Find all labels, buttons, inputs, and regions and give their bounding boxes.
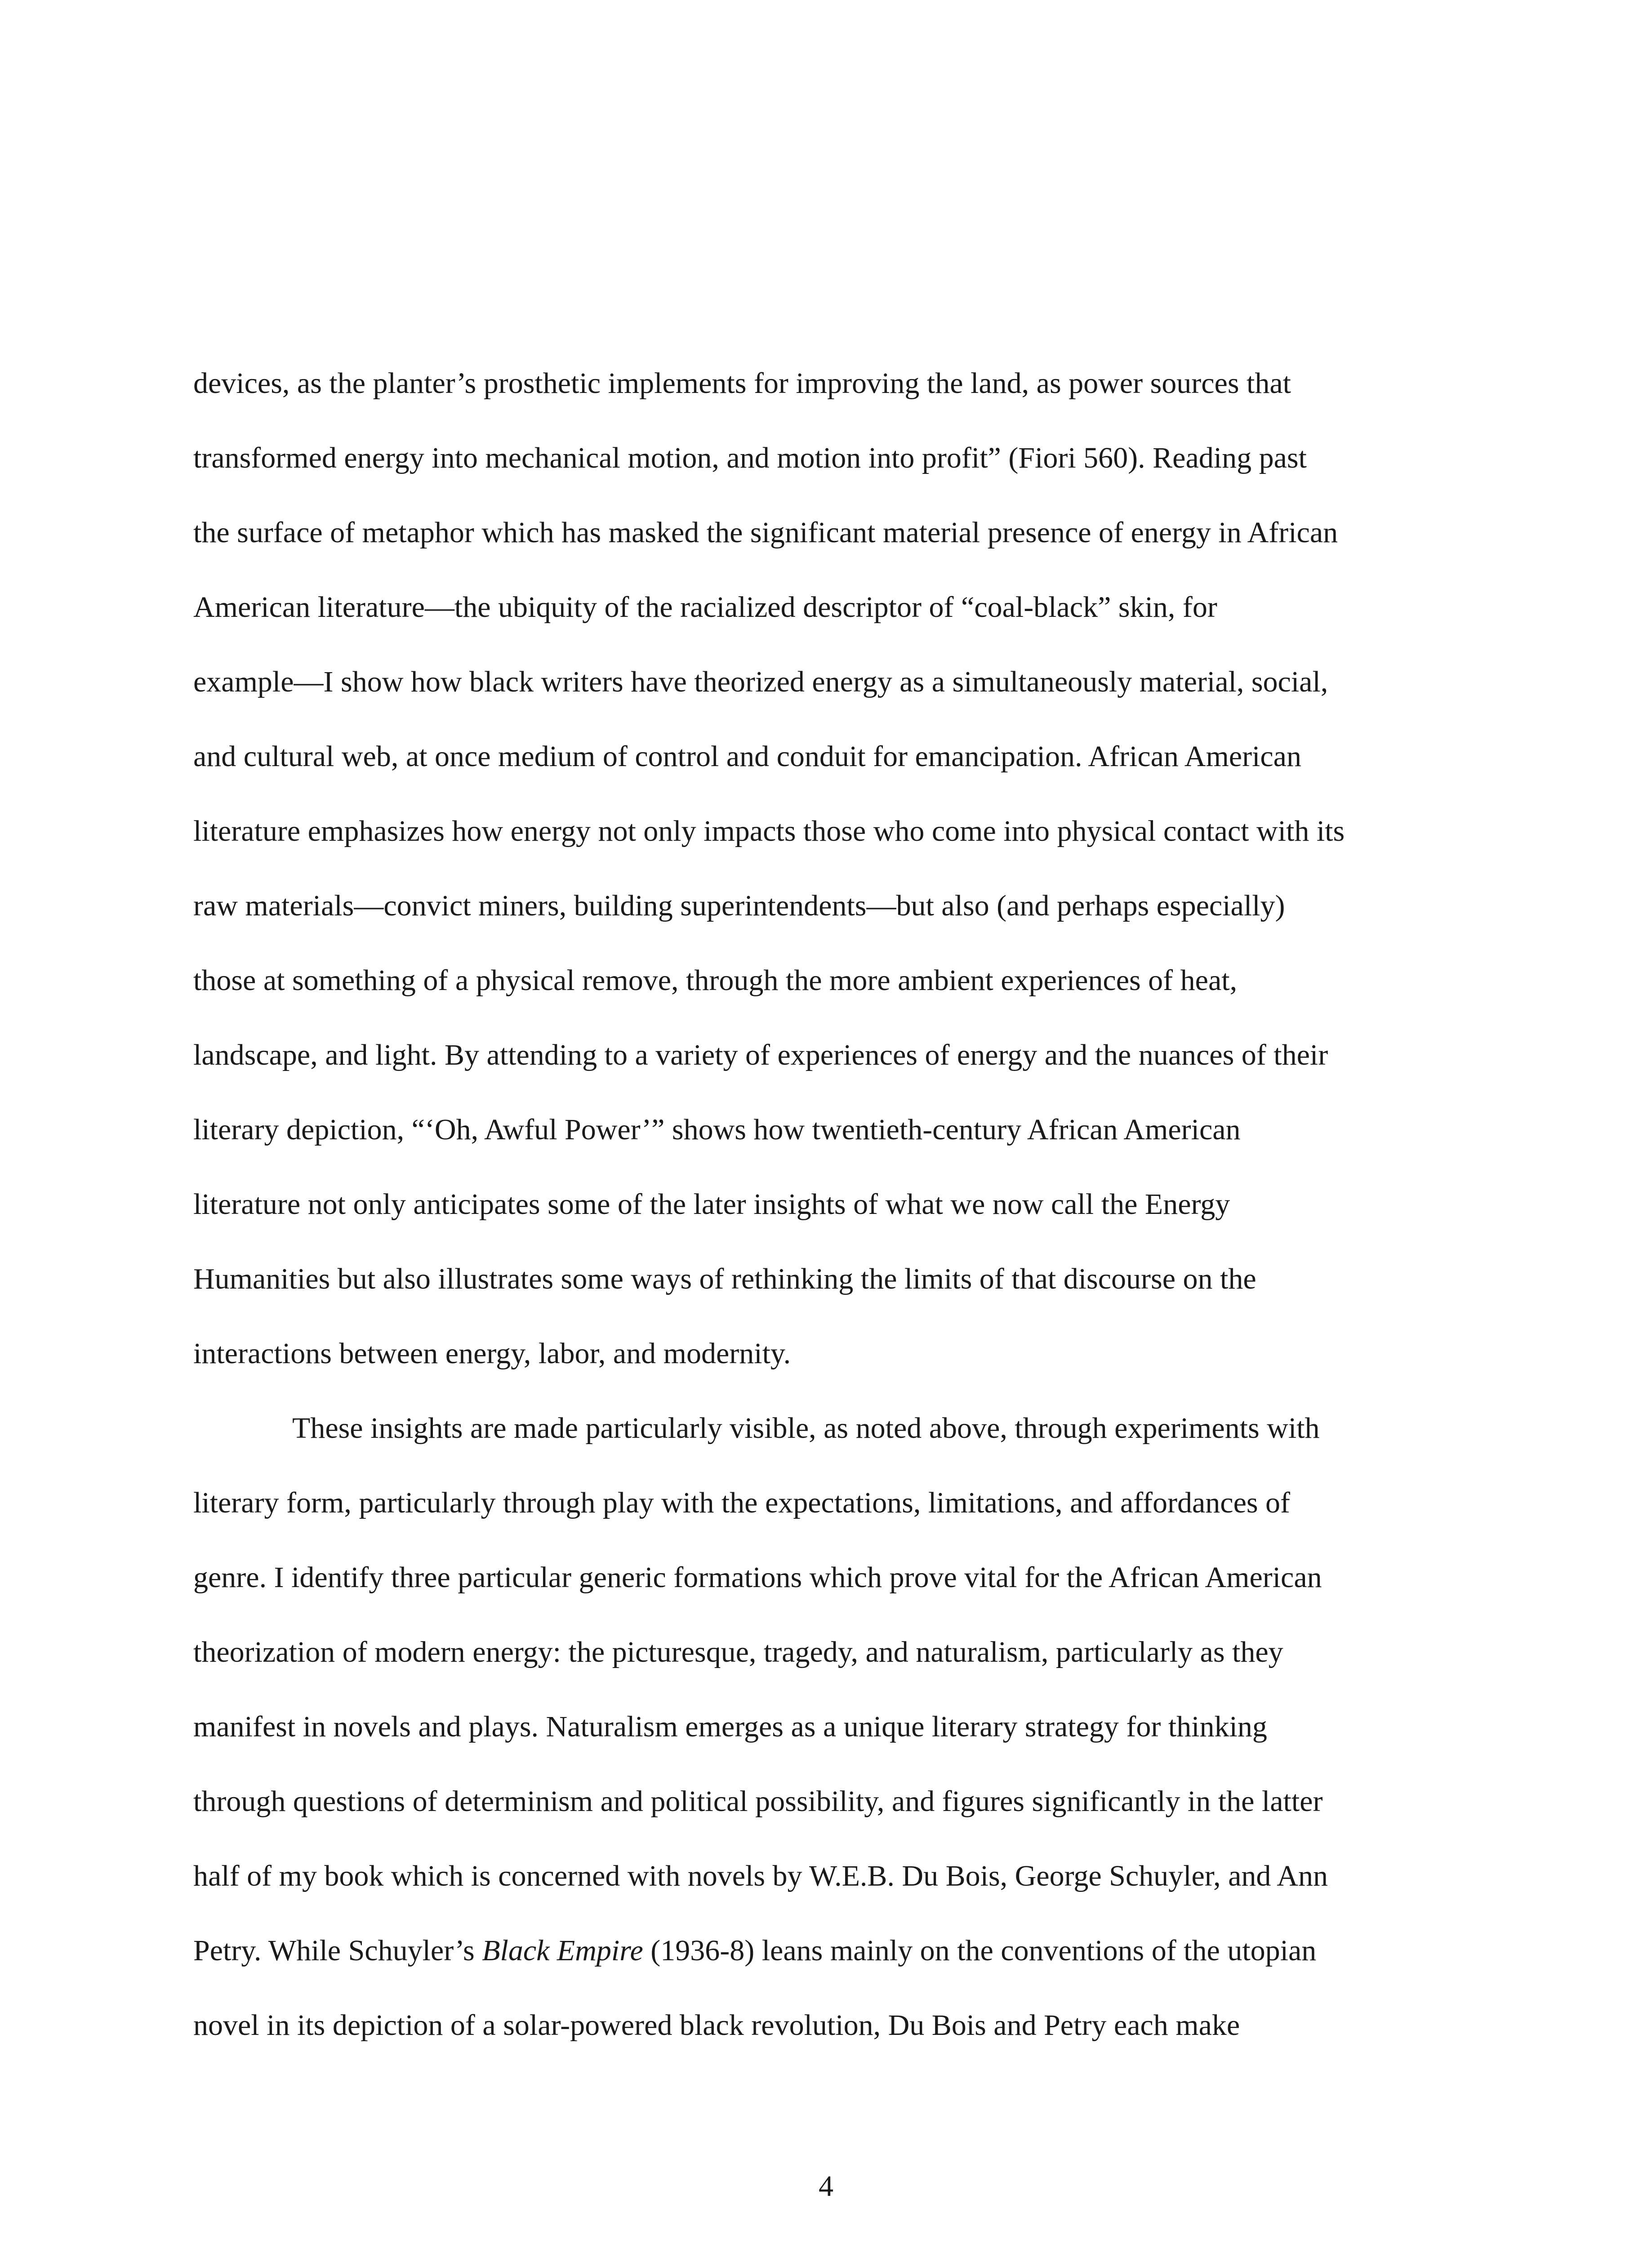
text-line: Humanities but also illustrates some ways of rethinking the limits of that discourse on the [193,1262,1256,1295]
text-line: literary form, particularly through play with the expectations, limitations, and affordances of [193,1486,1291,1519]
text-line: literary depiction, “‘Oh, Awful Power’” shows how twentieth-century African American [193,1113,1241,1146]
text-line [193,1936,1316,1966]
text-line: novel in its depiction of a solar-powered black revolution, Du Bois and Petry each make [193,2009,1240,2042]
page-number: 4 [819,2170,833,2203]
text-line: literature not only anticipates some of the later insights of what we now call the Energy [193,1188,1230,1221]
paragraph-first-line: These insights are made particularly visible, as noted above, through experiments with [292,1412,1320,1445]
text-line: transformed energy into mechanical motion, and motion into profit” (Fiori 560). Reading past [193,442,1307,474]
text-run: (1936-8) leans mainly on the conventions of the utopian [643,1934,1317,1967]
text-line: landscape, and light. By attending to a variety of experiences of energy and the nuances of their [193,1039,1328,1071]
text-line: interactions between energy, labor, and modernity. [193,1337,791,1370]
text-line: and cultural web, at once medium of control and conduit for emancipation. African American [193,740,1301,773]
text-line: devices, as the planter’s prosthetic implements for improving the land, as power sources that [193,367,1291,400]
text-line: half of my book which is concerned with novels by W.E.B. Du Bois, George Schuyler, and Ann [193,1860,1328,1892]
text-line: example—I show how black writers have theorized energy as a simultaneously material, social, [193,665,1328,698]
text-line: genre. I identify three particular generic formations which prove vital for the African American [193,1561,1322,1594]
text-line: manifest in novels and plays. Naturalism emerges as a unique literary strategy for thinking [193,1710,1267,1743]
text-line: through questions of determinism and political possibility, and figures significantly in the latter [193,1785,1323,1818]
book-title-italic: Black Empire [482,1934,643,1967]
text-run: Petry. While Schuyler’s [193,1934,482,1967]
text-line: American literature—the ubiquity of the racialized descriptor of “coal-black” skin, for [193,591,1217,624]
text-line: raw materials—convict miners, building superintendents—but also (and perhaps especially) [193,889,1285,922]
text-line: the surface of metaphor which has masked the significant material presence of energy in African [193,516,1338,549]
text-line: theorization of modern energy: the picturesque, tragedy, and naturalism, particularly as they [193,1636,1283,1668]
text-line: literature emphasizes how energy not only impacts those who come into physical contact with its [193,815,1345,847]
text-line: those at something of a physical remove, through the more ambient experiences of heat, [193,964,1238,997]
